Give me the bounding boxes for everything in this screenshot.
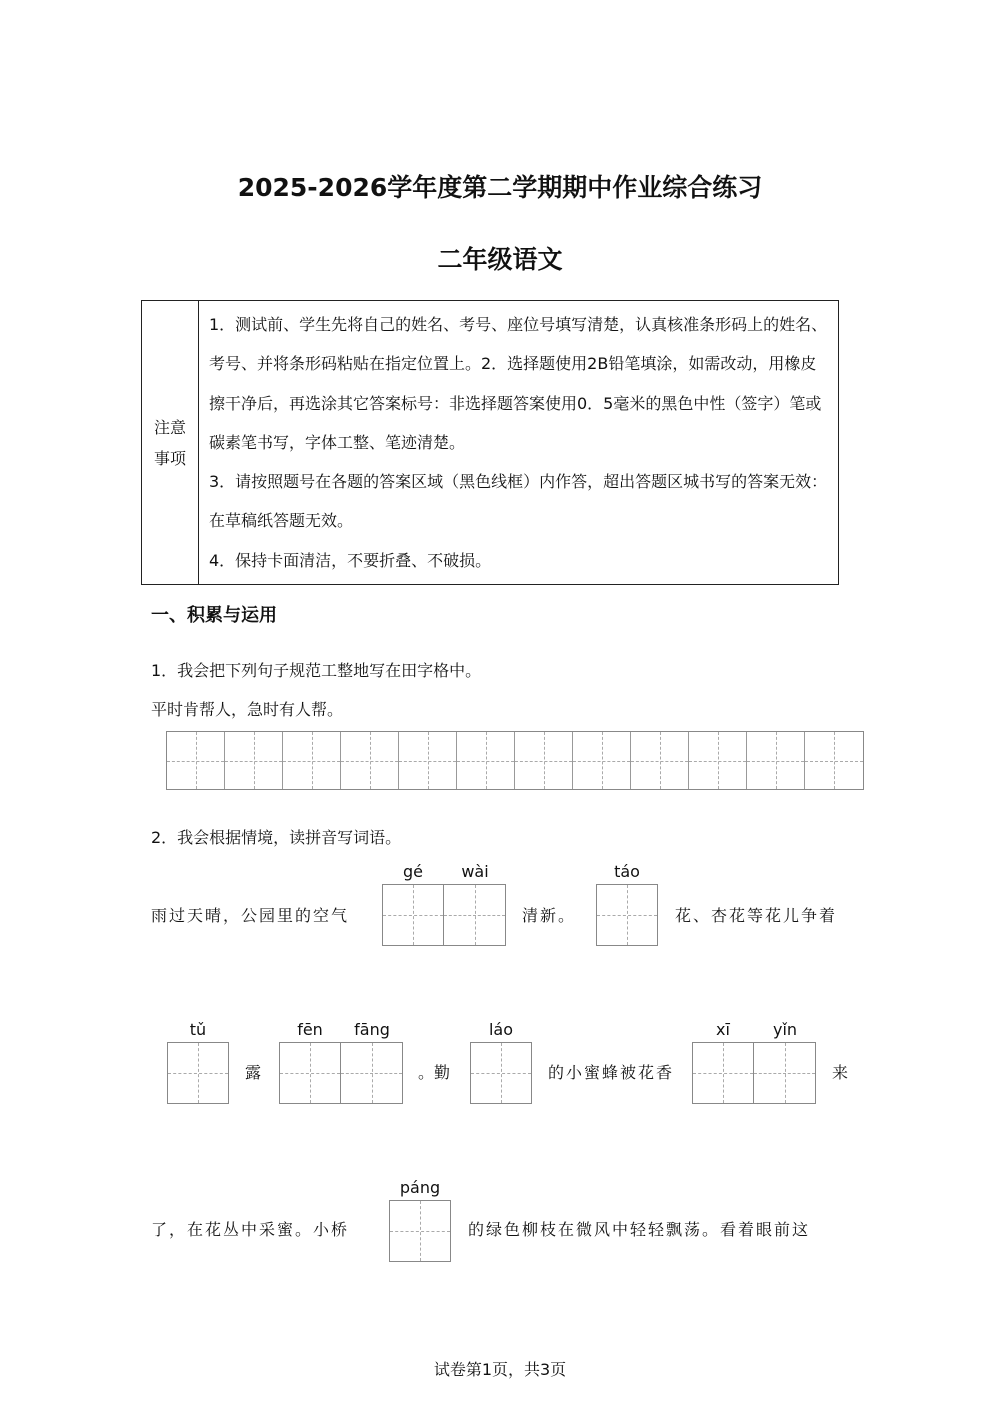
- grid-cell[interactable]: [515, 732, 573, 789]
- answer-box-xi[interactable]: [692, 1042, 754, 1104]
- q1-sentence: 平时肯帮人，急时有人帮。: [151, 700, 344, 719]
- notice-paragraph-3: 4．保持卡面清洁，不要折叠、不破损。: [209, 550, 492, 570]
- q2-line1-text-c: 花、杏花等花儿争着: [675, 906, 838, 925]
- grid-cell[interactable]: [689, 732, 747, 789]
- pinyin-pang: páng: [399, 1178, 441, 1197]
- answer-box-pang[interactable]: [389, 1200, 451, 1262]
- answer-box-tao[interactable]: [596, 884, 658, 946]
- pinyin-wai: wài: [461, 862, 489, 881]
- pinyin-lao: láo: [488, 1020, 514, 1039]
- pinyin-tao: táo: [614, 862, 640, 881]
- pinyin-fang: fāng: [354, 1020, 390, 1039]
- q2-line1-text-a: 雨过天晴，公园里的空气: [151, 906, 350, 925]
- grid-cell[interactable]: [573, 732, 631, 789]
- q2-prompt: 2．我会根据情境，读拼音写词语。: [151, 828, 402, 847]
- section-heading: 一、积累与运用: [151, 605, 277, 626]
- page-subtitle: 二年级语文: [437, 245, 563, 274]
- pinyin-ge: gé: [403, 862, 423, 881]
- page-footer: 试卷第1页，共3页: [433, 1360, 567, 1379]
- notice-paragraph-1: 1．测试前、学生先将自己的姓名、考号、座位号填写清楚，认真核准条形码上的姓名、考号、并将条形码粘贴在指定位置上。2．选择题使用2B铅笔填涂，如需改动，用橡皮擦干净后，再选涂其它答案标号：非选择题答案使用0．5毫米的黑色中性（签字）笔或碳素笔书写，字体工整、笔迹清楚。: [209, 315, 828, 452]
- notice-body: [209, 305, 831, 580]
- answer-box-yin[interactable]: [754, 1042, 816, 1104]
- grid-cell[interactable]: [283, 732, 341, 789]
- q2-line2-text-a: 露: [245, 1063, 262, 1082]
- answer-box-ge[interactable]: [382, 884, 444, 946]
- q2-line2-text-d: 来: [832, 1063, 849, 1082]
- notice-box: [141, 300, 839, 585]
- q1-prompt: 1．我会把下列句子规范工整地写在田字格中。: [151, 661, 482, 680]
- grid-cell[interactable]: [399, 732, 457, 789]
- answer-box-tu[interactable]: [167, 1042, 229, 1104]
- grid-cell[interactable]: [747, 732, 805, 789]
- q2-line3-text-a: 了，在花丛中采蜜。小桥: [151, 1220, 350, 1239]
- answer-box-fen[interactable]: [279, 1042, 341, 1104]
- grid-cell[interactable]: [457, 732, 515, 789]
- notice-paragraph-2: 3．请按照题号在各题的答案区域（黑色线框）内作答，超出答题区城书写的答案无效：在草稿纸答题无效。: [209, 472, 828, 531]
- q2-line2-text-c: 的小蜜蜂被花香: [548, 1063, 675, 1082]
- pinyin-xi: xī: [716, 1020, 730, 1039]
- answer-box-wai[interactable]: [444, 884, 506, 946]
- grid-cell[interactable]: [167, 732, 225, 789]
- grid-cell[interactable]: [225, 732, 283, 789]
- pinyin-tu: tǔ: [189, 1020, 207, 1039]
- pinyin-yin: yǐn: [772, 1020, 798, 1039]
- grid-cell[interactable]: [631, 732, 689, 789]
- q2-line3-text-b: 的绿色柳枝在微风中轻轻飘荡。看着眼前这: [468, 1220, 811, 1239]
- notice-label-line2: 事项: [153, 448, 186, 468]
- q1-writing-grid[interactable]: [166, 731, 864, 790]
- grid-cell[interactable]: [341, 732, 399, 789]
- notice-label: [142, 301, 199, 584]
- answer-box-lao[interactable]: [470, 1042, 532, 1104]
- answer-box-fang[interactable]: [341, 1042, 403, 1104]
- q2-line1-text-b: 清新。: [522, 906, 577, 925]
- page-title: 2025-2026学年度第二学期期中作业综合练习: [237, 173, 763, 202]
- pinyin-fen: fēn: [297, 1020, 323, 1039]
- q2-line2-text-b: 。勤: [418, 1063, 451, 1082]
- notice-label-line1: 注意: [153, 417, 186, 437]
- grid-cell[interactable]: [805, 732, 863, 789]
